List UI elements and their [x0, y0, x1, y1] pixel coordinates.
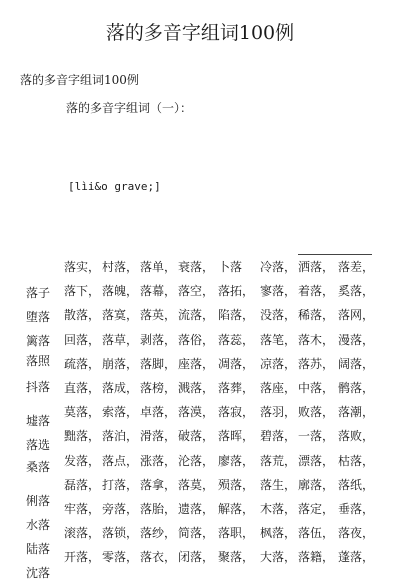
divider-line: [298, 254, 372, 255]
word-cell: 落英，: [140, 308, 177, 323]
left-label: 水落: [26, 518, 51, 532]
word-cell: 落实，: [64, 260, 101, 274]
word-cell: 沦落，: [178, 453, 215, 468]
word-cell: 漫落，: [338, 332, 375, 347]
word-cell: 剥落，: [140, 332, 177, 347]
word-cell: 落寂，: [218, 405, 255, 420]
word-cell: 洒落，: [298, 260, 335, 274]
word-cell: 落潮，: [338, 405, 375, 420]
word-cell: 落幕，: [140, 284, 177, 299]
word-cell: 遗落，: [178, 502, 215, 516]
word-cell: 落俗，: [178, 332, 215, 347]
word-cell: 落败，: [338, 429, 375, 444]
word-cell: 落纸，: [338, 477, 375, 492]
word-cell: 大落，: [260, 550, 297, 565]
word-cell: 落脚，: [140, 356, 177, 371]
word-cell: 回落，: [64, 332, 101, 347]
word-cell: 廓落，: [298, 477, 335, 492]
word-cell: 奚落，: [338, 284, 375, 299]
word-cell: 落蕊，: [218, 332, 255, 347]
word-cell: 落籍，: [298, 550, 335, 565]
word-cell: 枫落，: [260, 526, 297, 541]
word-cell: 散落，: [64, 308, 101, 323]
word-cell: 落下，: [64, 284, 101, 299]
word-cell: 卜落: [218, 260, 243, 274]
word-cell: 落漠，: [178, 405, 215, 420]
word-cell: 衰落，: [178, 260, 215, 274]
word-cell: 旁落，: [102, 502, 139, 516]
word-cell: 落魄，: [102, 284, 139, 299]
word-cell: 村落，: [102, 260, 139, 274]
word-cell: 漂落，: [298, 453, 335, 468]
word-cell: 碧落，: [260, 429, 297, 444]
word-cell: 殒落，: [218, 477, 255, 492]
word-cell: 落网，: [338, 308, 375, 323]
word-cell: 陷落，: [218, 308, 255, 323]
word-cell: 流落，: [178, 308, 215, 323]
word-cell: 阔落，: [338, 356, 375, 371]
word-cell: 涨落，: [140, 453, 177, 468]
word-cell: 磊落，: [64, 477, 101, 492]
word-cell: 座落，: [178, 356, 215, 371]
word-cell: 木落，: [260, 502, 297, 516]
left-label: 落子: [26, 286, 51, 300]
word-cell: 没落，: [260, 308, 297, 323]
word-cell: 中落，: [298, 381, 335, 395]
word-cell: 落晖，: [218, 429, 255, 444]
word-cell: 索落，: [102, 405, 139, 420]
left-label: 沈落: [26, 566, 51, 580]
word-cell: 打落，: [102, 477, 139, 492]
word-cell: 落羽，: [260, 405, 297, 420]
section-heading: 落的多音字组词（一）：: [66, 101, 193, 115]
word-cell: 零落，: [102, 550, 139, 565]
word-cell: 落差，: [338, 260, 375, 274]
left-label: 桑落: [26, 460, 51, 474]
word-cell: 崩落，: [102, 356, 139, 371]
word-cell: 落寞，: [102, 308, 139, 323]
word-cell: 落草，: [102, 332, 139, 347]
word-cell: 落莫，: [178, 477, 215, 492]
word-cell: 破落，: [178, 429, 215, 444]
word-cell: 简落，: [178, 526, 215, 541]
word-cell: 滑落，: [140, 429, 177, 444]
word-cell: 黜落，: [64, 429, 101, 444]
word-cell: 解落，: [218, 502, 255, 516]
word-cell: 疏落，: [64, 356, 101, 371]
word-cell: 落苏，: [298, 356, 335, 371]
word-cell: 落点，: [102, 453, 139, 468]
word-cell: 鹘落，: [338, 381, 375, 395]
left-label: 篱落: [26, 334, 51, 348]
word-cell: 落空，: [178, 284, 215, 299]
word-cell: 稀落，: [298, 308, 335, 323]
word-cell: 着落，: [298, 284, 335, 299]
word-cell: 落榜，: [140, 381, 177, 395]
word-cell: 闭落，: [178, 550, 215, 565]
left-label: 落选: [26, 438, 51, 452]
word-cell: 落拓，: [218, 284, 255, 299]
subtitle: 落的多音字组词100例: [20, 73, 139, 87]
word-cell: 落成，: [102, 381, 139, 395]
word-cell: 落定，: [298, 502, 335, 516]
word-cell: 落伍，: [298, 526, 335, 541]
word-cell: 落夜，: [338, 526, 375, 541]
word-cell: 滚落，: [64, 526, 101, 541]
left-label: 墟落: [26, 414, 51, 428]
word-cell: 廖落，: [218, 453, 255, 468]
word-cell: 落拿，: [140, 477, 177, 492]
word-cell: 蓬落，: [338, 550, 375, 565]
word-cell: 落生，: [260, 477, 297, 492]
word-cell: 落笔，: [260, 332, 297, 347]
word-cell: 垂落，: [338, 502, 375, 516]
word-cell: 凉落，: [260, 356, 297, 371]
word-cell: 落锁，: [102, 526, 139, 541]
word-cell: 落座，: [260, 381, 297, 395]
page-title: 落的多音字组词100例: [105, 22, 295, 44]
word-cell: 聚落，: [218, 550, 255, 565]
word-cell: 枯落，: [338, 453, 375, 468]
word-cell: 牢落，: [64, 502, 101, 516]
word-cell: 落泊，: [102, 429, 139, 444]
word-cell: 卓落，: [140, 405, 177, 420]
word-cell: 落纱，: [140, 526, 177, 541]
word-cell: 凋落，: [218, 356, 255, 371]
pronunciation: [lìi&o grave;]: [68, 180, 161, 193]
word-cell: 莫落，: [64, 405, 101, 420]
word-cell: 寥落，: [260, 284, 297, 299]
left-label: 堕落: [26, 310, 51, 324]
left-label: 落照: [26, 354, 51, 368]
left-label: 俐落: [26, 494, 51, 508]
word-cell: 落木，: [298, 332, 335, 347]
word-cell: 发落，: [64, 453, 101, 468]
word-cell: 落单，: [140, 260, 177, 274]
word-cell: 落葬，: [218, 381, 255, 395]
word-cell: 落职，: [218, 526, 255, 541]
word-cell: 一落，: [298, 429, 335, 444]
word-cell: 落衣，: [140, 550, 177, 565]
left-label: 抖落: [26, 380, 51, 394]
word-cell: 直落，: [64, 381, 101, 395]
word-cell: 开落，: [64, 550, 101, 565]
word-cell: 落荒，: [260, 453, 297, 468]
word-cell: 败落，: [298, 405, 335, 420]
left-label: 陆落: [26, 542, 51, 556]
word-cell: 冷落，: [260, 260, 297, 274]
word-cell: 溅落，: [178, 381, 215, 395]
word-cell: 落胎，: [140, 502, 177, 516]
